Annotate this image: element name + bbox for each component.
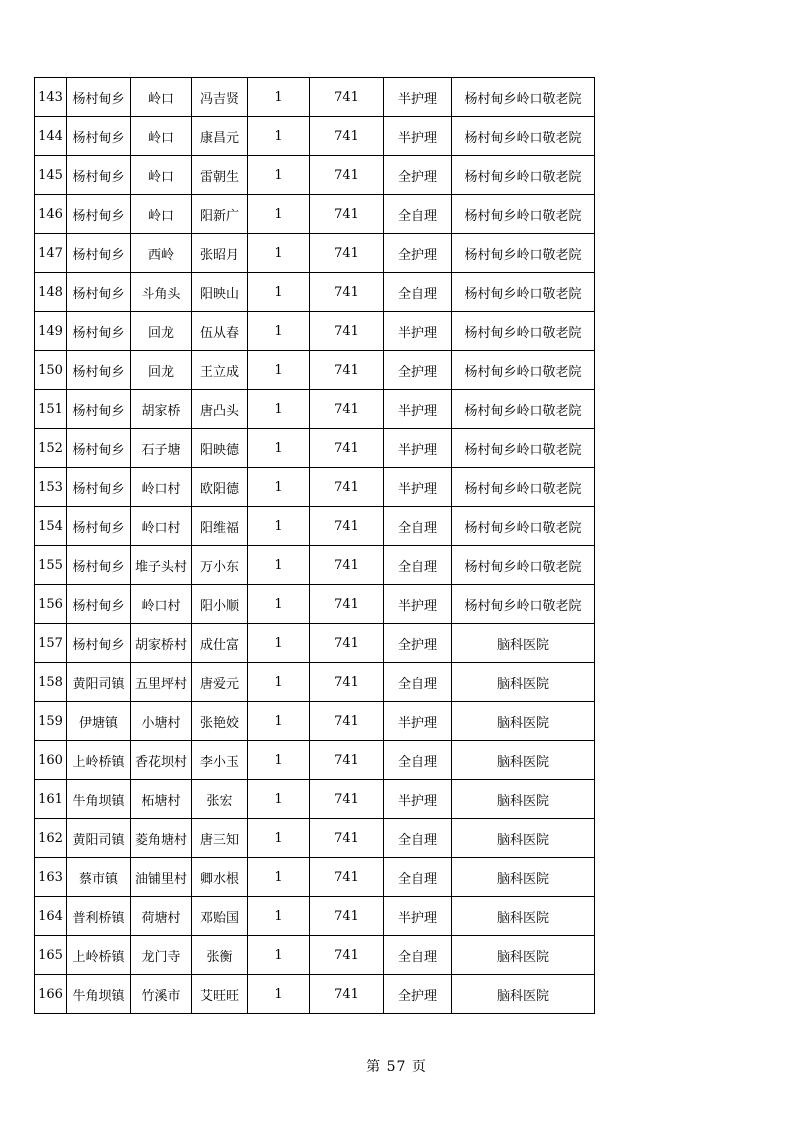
cell-name: 王立成 [192, 351, 248, 390]
cell-index: 154 [35, 507, 67, 546]
cell-index: 153 [35, 468, 67, 507]
cell-name: 欧阳德 [192, 468, 248, 507]
cell-count: 1 [248, 156, 310, 195]
roster-table [34, 77, 595, 1014]
cell-care-level: 全自理 [384, 819, 452, 858]
cell-care-level: 半护理 [384, 780, 452, 819]
cell-index: 147 [35, 234, 67, 273]
cell-count: 1 [248, 546, 310, 585]
cell-care-level: 全自理 [384, 741, 452, 780]
table-row [35, 546, 595, 585]
cell-index: 165 [35, 936, 67, 975]
cell-township: 杨村甸乡 [67, 429, 131, 468]
table-row [35, 156, 595, 195]
cell-township: 杨村甸乡 [67, 78, 131, 117]
cell-village: 荷塘村 [131, 897, 192, 936]
cell-amount: 741 [310, 468, 384, 507]
cell-care-level: 全护理 [384, 624, 452, 663]
cell-amount: 741 [310, 624, 384, 663]
table-row [35, 117, 595, 156]
cell-index: 166 [35, 975, 67, 1014]
table-row [35, 936, 595, 975]
table-row [35, 234, 595, 273]
cell-village: 油铺里村 [131, 858, 192, 897]
cell-name: 阳映山 [192, 273, 248, 312]
cell-amount: 741 [310, 117, 384, 156]
table-row [35, 858, 595, 897]
cell-count: 1 [248, 195, 310, 234]
cell-amount: 741 [310, 78, 384, 117]
page-number: 第 57 页 [366, 1059, 427, 1075]
cell-count: 1 [248, 741, 310, 780]
cell-institution: 脑科医院 [452, 741, 595, 780]
cell-index: 145 [35, 156, 67, 195]
cell-village: 胡家桥村 [131, 624, 192, 663]
cell-institution: 脑科医院 [452, 702, 595, 741]
cell-township: 杨村甸乡 [67, 624, 131, 663]
cell-village: 岭口村 [131, 507, 192, 546]
cell-township: 杨村甸乡 [67, 273, 131, 312]
cell-count: 1 [248, 507, 310, 546]
cell-name: 李小玉 [192, 741, 248, 780]
cell-index: 150 [35, 351, 67, 390]
cell-index: 164 [35, 897, 67, 936]
cell-township: 杨村甸乡 [67, 195, 131, 234]
table-row [35, 78, 595, 117]
cell-count: 1 [248, 585, 310, 624]
cell-amount: 741 [310, 975, 384, 1014]
table-row [35, 702, 595, 741]
cell-amount: 741 [310, 741, 384, 780]
cell-village: 堆子头村 [131, 546, 192, 585]
cell-institution: 脑科医院 [452, 897, 595, 936]
cell-institution: 杨村甸乡岭口敬老院 [452, 507, 595, 546]
cell-care-level: 半护理 [384, 312, 452, 351]
cell-count: 1 [248, 663, 310, 702]
cell-village: 龙门寺 [131, 936, 192, 975]
cell-count: 1 [248, 702, 310, 741]
cell-index: 160 [35, 741, 67, 780]
cell-institution: 杨村甸乡岭口敬老院 [452, 585, 595, 624]
cell-institution: 杨村甸乡岭口敬老院 [452, 273, 595, 312]
cell-index: 163 [35, 858, 67, 897]
cell-care-level: 半护理 [384, 429, 452, 468]
cell-amount: 741 [310, 312, 384, 351]
cell-count: 1 [248, 468, 310, 507]
cell-count: 1 [248, 78, 310, 117]
cell-township: 牛角坝镇 [67, 975, 131, 1014]
cell-count: 1 [248, 780, 310, 819]
cell-township: 上岭桥镇 [67, 741, 131, 780]
cell-amount: 741 [310, 936, 384, 975]
cell-institution: 杨村甸乡岭口敬老院 [452, 312, 595, 351]
cell-name: 唐爱元 [192, 663, 248, 702]
cell-amount: 741 [310, 429, 384, 468]
cell-care-level: 全自理 [384, 273, 452, 312]
table-row [35, 351, 595, 390]
cell-township: 黄阳司镇 [67, 663, 131, 702]
cell-township: 杨村甸乡 [67, 390, 131, 429]
cell-name: 阳小顺 [192, 585, 248, 624]
cell-village: 西岭 [131, 234, 192, 273]
cell-village: 石子塘 [131, 429, 192, 468]
cell-township: 杨村甸乡 [67, 312, 131, 351]
cell-care-level: 全护理 [384, 351, 452, 390]
cell-township: 杨村甸乡 [67, 546, 131, 585]
cell-index: 151 [35, 390, 67, 429]
table-row [35, 507, 595, 546]
cell-index: 148 [35, 273, 67, 312]
cell-institution: 杨村甸乡岭口敬老院 [452, 234, 595, 273]
table-row [35, 390, 595, 429]
cell-amount: 741 [310, 663, 384, 702]
cell-institution: 杨村甸乡岭口敬老院 [452, 117, 595, 156]
cell-count: 1 [248, 234, 310, 273]
table-row [35, 585, 595, 624]
cell-name: 万小东 [192, 546, 248, 585]
cell-care-level: 半护理 [384, 78, 452, 117]
cell-township: 普利桥镇 [67, 897, 131, 936]
cell-index: 162 [35, 819, 67, 858]
cell-township: 蔡市镇 [67, 858, 131, 897]
cell-amount: 741 [310, 507, 384, 546]
cell-name: 张艳姣 [192, 702, 248, 741]
cell-village: 岭口 [131, 156, 192, 195]
table-row [35, 975, 595, 1014]
cell-name: 艾旺旺 [192, 975, 248, 1014]
cell-village: 岭口 [131, 195, 192, 234]
cell-amount: 741 [310, 390, 384, 429]
cell-village: 回龙 [131, 312, 192, 351]
cell-township: 杨村甸乡 [67, 507, 131, 546]
cell-amount: 741 [310, 156, 384, 195]
cell-village: 五里坪村 [131, 663, 192, 702]
cell-count: 1 [248, 429, 310, 468]
cell-township: 黄阳司镇 [67, 819, 131, 858]
cell-name: 唐凸头 [192, 390, 248, 429]
cell-township: 杨村甸乡 [67, 351, 131, 390]
cell-index: 149 [35, 312, 67, 351]
cell-care-level: 全自理 [384, 858, 452, 897]
cell-care-level: 全自理 [384, 663, 452, 702]
cell-amount: 741 [310, 819, 384, 858]
cell-count: 1 [248, 819, 310, 858]
cell-care-level: 半护理 [384, 390, 452, 429]
cell-township: 杨村甸乡 [67, 156, 131, 195]
table-row [35, 195, 595, 234]
cell-amount: 741 [310, 351, 384, 390]
cell-amount: 741 [310, 234, 384, 273]
cell-index: 159 [35, 702, 67, 741]
cell-amount: 741 [310, 546, 384, 585]
cell-count: 1 [248, 897, 310, 936]
cell-institution: 杨村甸乡岭口敬老院 [452, 351, 595, 390]
cell-care-level: 全自理 [384, 936, 452, 975]
cell-index: 156 [35, 585, 67, 624]
table-row [35, 429, 595, 468]
cell-count: 1 [248, 858, 310, 897]
cell-count: 1 [248, 624, 310, 663]
cell-index: 161 [35, 780, 67, 819]
cell-name: 唐三知 [192, 819, 248, 858]
cell-amount: 741 [310, 858, 384, 897]
cell-institution: 杨村甸乡岭口敬老院 [452, 78, 595, 117]
cell-township: 伊塘镇 [67, 702, 131, 741]
table-row [35, 780, 595, 819]
cell-care-level: 半护理 [384, 702, 452, 741]
cell-township: 上岭桥镇 [67, 936, 131, 975]
cell-name: 张宏 [192, 780, 248, 819]
cell-village: 香花坝村 [131, 741, 192, 780]
cell-name: 邓贻国 [192, 897, 248, 936]
cell-institution: 脑科医院 [452, 624, 595, 663]
cell-institution: 脑科医院 [452, 819, 595, 858]
cell-care-level: 半护理 [384, 585, 452, 624]
table-row [35, 624, 595, 663]
cell-name: 雷朝生 [192, 156, 248, 195]
cell-village: 胡家桥 [131, 390, 192, 429]
cell-village: 柘塘村 [131, 780, 192, 819]
cell-name: 张昭月 [192, 234, 248, 273]
cell-name: 康昌元 [192, 117, 248, 156]
cell-care-level: 全护理 [384, 234, 452, 273]
cell-index: 146 [35, 195, 67, 234]
table-row [35, 819, 595, 858]
cell-institution: 杨村甸乡岭口敬老院 [452, 468, 595, 507]
cell-amount: 741 [310, 273, 384, 312]
cell-name: 冯吉贤 [192, 78, 248, 117]
cell-count: 1 [248, 390, 310, 429]
cell-township: 杨村甸乡 [67, 468, 131, 507]
cell-village: 竹溪市 [131, 975, 192, 1014]
cell-township: 杨村甸乡 [67, 585, 131, 624]
cell-institution: 杨村甸乡岭口敬老院 [452, 156, 595, 195]
cell-institution: 杨村甸乡岭口敬老院 [452, 546, 595, 585]
table-row [35, 273, 595, 312]
cell-name: 阳新广 [192, 195, 248, 234]
cell-name: 卿水根 [192, 858, 248, 897]
cell-amount: 741 [310, 702, 384, 741]
cell-institution: 脑科医院 [452, 975, 595, 1014]
cell-index: 155 [35, 546, 67, 585]
cell-village: 岭口 [131, 78, 192, 117]
cell-index: 144 [35, 117, 67, 156]
cell-village: 岭口村 [131, 468, 192, 507]
cell-care-level: 全自理 [384, 195, 452, 234]
cell-index: 143 [35, 78, 67, 117]
cell-village: 岭口村 [131, 585, 192, 624]
cell-institution: 脑科医院 [452, 936, 595, 975]
cell-index: 157 [35, 624, 67, 663]
cell-institution: 脑科医院 [452, 663, 595, 702]
cell-village: 回龙 [131, 351, 192, 390]
cell-index: 152 [35, 429, 67, 468]
cell-care-level: 半护理 [384, 897, 452, 936]
cell-name: 张衡 [192, 936, 248, 975]
cell-care-level: 全自理 [384, 507, 452, 546]
cell-index: 158 [35, 663, 67, 702]
cell-institution: 杨村甸乡岭口敬老院 [452, 195, 595, 234]
cell-village: 菱角塘村 [131, 819, 192, 858]
roster-table-body [35, 78, 595, 1014]
cell-care-level: 半护理 [384, 468, 452, 507]
table-row [35, 741, 595, 780]
cell-name: 阳映德 [192, 429, 248, 468]
cell-institution: 杨村甸乡岭口敬老院 [452, 429, 595, 468]
cell-name: 阳维福 [192, 507, 248, 546]
cell-count: 1 [248, 351, 310, 390]
cell-village: 斗角头 [131, 273, 192, 312]
cell-institution: 脑科医院 [452, 858, 595, 897]
table-row [35, 897, 595, 936]
cell-township: 牛角坝镇 [67, 780, 131, 819]
cell-township: 杨村甸乡 [67, 234, 131, 273]
cell-township: 杨村甸乡 [67, 117, 131, 156]
cell-count: 1 [248, 975, 310, 1014]
cell-care-level: 半护理 [384, 117, 452, 156]
cell-care-level: 全护理 [384, 975, 452, 1014]
cell-amount: 741 [310, 897, 384, 936]
cell-institution: 杨村甸乡岭口敬老院 [452, 390, 595, 429]
cell-amount: 741 [310, 195, 384, 234]
cell-amount: 741 [310, 585, 384, 624]
cell-amount: 741 [310, 780, 384, 819]
cell-care-level: 全自理 [384, 546, 452, 585]
cell-name: 成仕富 [192, 624, 248, 663]
table-row [35, 312, 595, 351]
cell-village: 岭口 [131, 117, 192, 156]
cell-institution: 脑科医院 [452, 780, 595, 819]
cell-count: 1 [248, 273, 310, 312]
cell-count: 1 [248, 117, 310, 156]
cell-count: 1 [248, 936, 310, 975]
table-row [35, 663, 595, 702]
cell-name: 伍从春 [192, 312, 248, 351]
cell-village: 小塘村 [131, 702, 192, 741]
cell-count: 1 [248, 312, 310, 351]
cell-care-level: 全护理 [384, 156, 452, 195]
table-row [35, 468, 595, 507]
